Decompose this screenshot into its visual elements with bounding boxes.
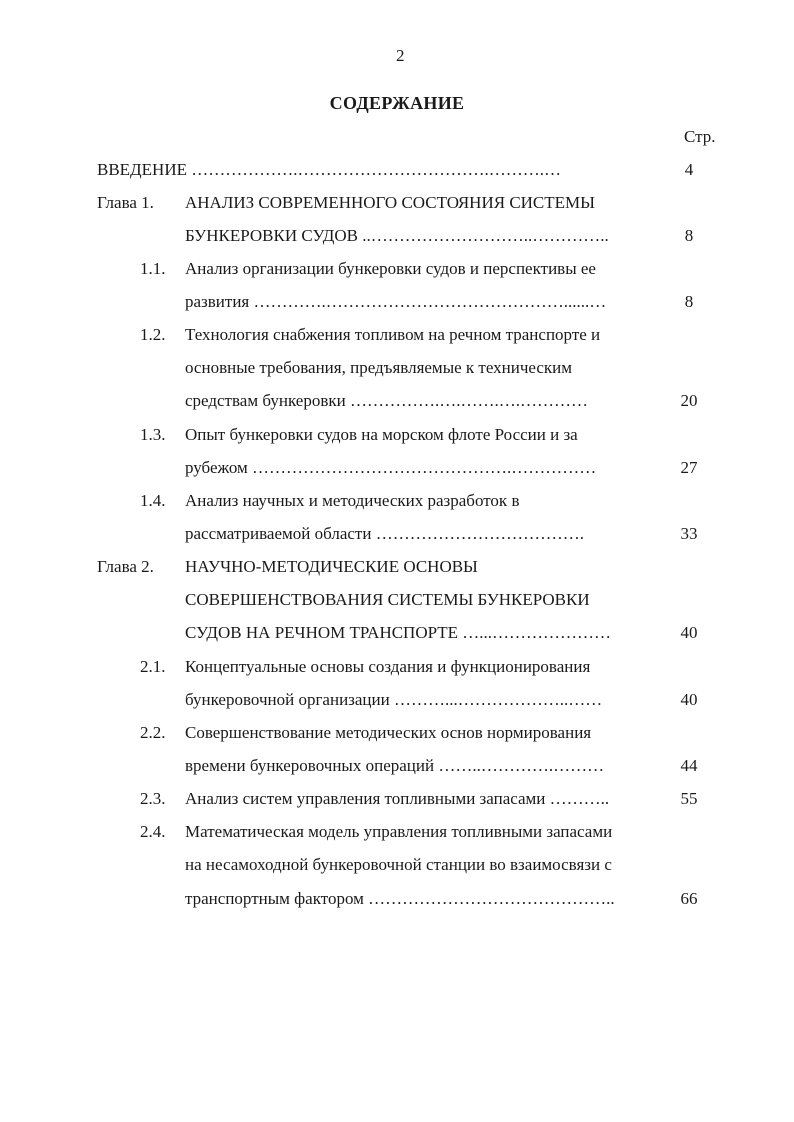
toc-entry-page: 27 [680,458,698,477]
section-title-line-1: Математическая модель управления топливными запасами [185,822,613,841]
section-number: 1.3. [140,425,166,444]
section-number: 1.1. [140,259,166,278]
chapter-title-line-2: СОВЕРШЕНСТВОВАНИЯ СИСТЕМЫ БУНКЕРОВКИ [185,590,590,609]
toc-entry-page: 55 [680,789,698,808]
section-number: 2.2. [140,723,166,742]
page-title: СОДЕРЖАНИЕ [329,93,465,113]
toc-entry-page: 40 [680,623,698,642]
section-title-line-1: Совершенствование методических основ нормирования [185,723,592,742]
section-number: 2.3. [140,789,166,808]
section-title-line-3: транспортным фактором …………………………………….. [185,889,615,908]
chapter-title-line-3: СУДОВ НА РЕЧНОМ ТРАНСПОРТЕ …...………………… [185,623,612,642]
section-title-line-1: Анализ научных и методических разработок в [185,491,520,510]
chapter-label: Глава 2. [97,557,154,576]
section-title-line-2: развития ………….……………………………………......… [185,292,607,311]
chapter-title-line-1: НАУЧНО-МЕТОДИЧЕСКИЕ ОСНОВЫ [185,557,478,576]
section-number: 2.1. [140,657,166,676]
section-title-line-2: на несамоходной бункеровочной станции во взаимосвязи с [185,855,612,874]
chapter-title-line-1: АНАЛИЗ СОВРЕМЕННОГО СОСТОЯНИЯ СИСТЕМЫ [185,193,595,212]
section-title-line-2: рубежом ……………………………………….…………… [185,458,597,477]
section-title-line-1: Опыт бункеровки судов на морском флоте России и за [185,425,578,444]
toc-entry-page: 33 [680,524,698,543]
section-title-line-2: рассматриваемой области ………………………………. [185,524,584,543]
toc-entry-page: 44 [680,756,698,775]
toc-entry-page: 20 [680,391,698,410]
toc-entry-page: 66 [680,889,698,908]
section-number: 1.4. [140,491,166,510]
page-number: 2 [396,46,405,65]
section-number: 2.4. [140,822,166,841]
section-title-line-2: основные требования, предъявляемые к техническим [185,358,573,377]
toc-entry-page: 8 [684,226,694,245]
section-title-line-2: бункеровочной организации ………...………………..…… [185,690,603,709]
chapter-label: Глава 1. [97,193,154,212]
toc-entry-page: 8 [684,292,694,311]
chapter-title-line-2: БУНКЕРОВКИ СУДОВ ..………………………..………….. [185,226,609,245]
section-title-line-1: Технология снабжения топливом на речном транспорте и [185,325,601,344]
section-title-line-1: Анализ систем управления топливными запасами ……….. [185,789,610,808]
section-title-line-1: Анализ организации бункеровки судов и перспективы ее [185,259,596,278]
section-title-line-3: средствам бункеровки …………….….…….….………… [185,391,588,410]
section-title-line-2: времени бункеровочных операций ……..………….……… [185,756,605,775]
toc-entry-page: 40 [680,690,698,709]
section-number: 1.2. [140,325,166,344]
section-title-line-1: Концептуальные основы создания и функционирования [185,657,591,676]
toc-entry-text: ВВЕДЕНИЕ ……………….…………………………….……….… [97,160,561,179]
toc-entry-page: 4 [684,160,694,179]
page-column-label: Стр. [684,127,716,146]
